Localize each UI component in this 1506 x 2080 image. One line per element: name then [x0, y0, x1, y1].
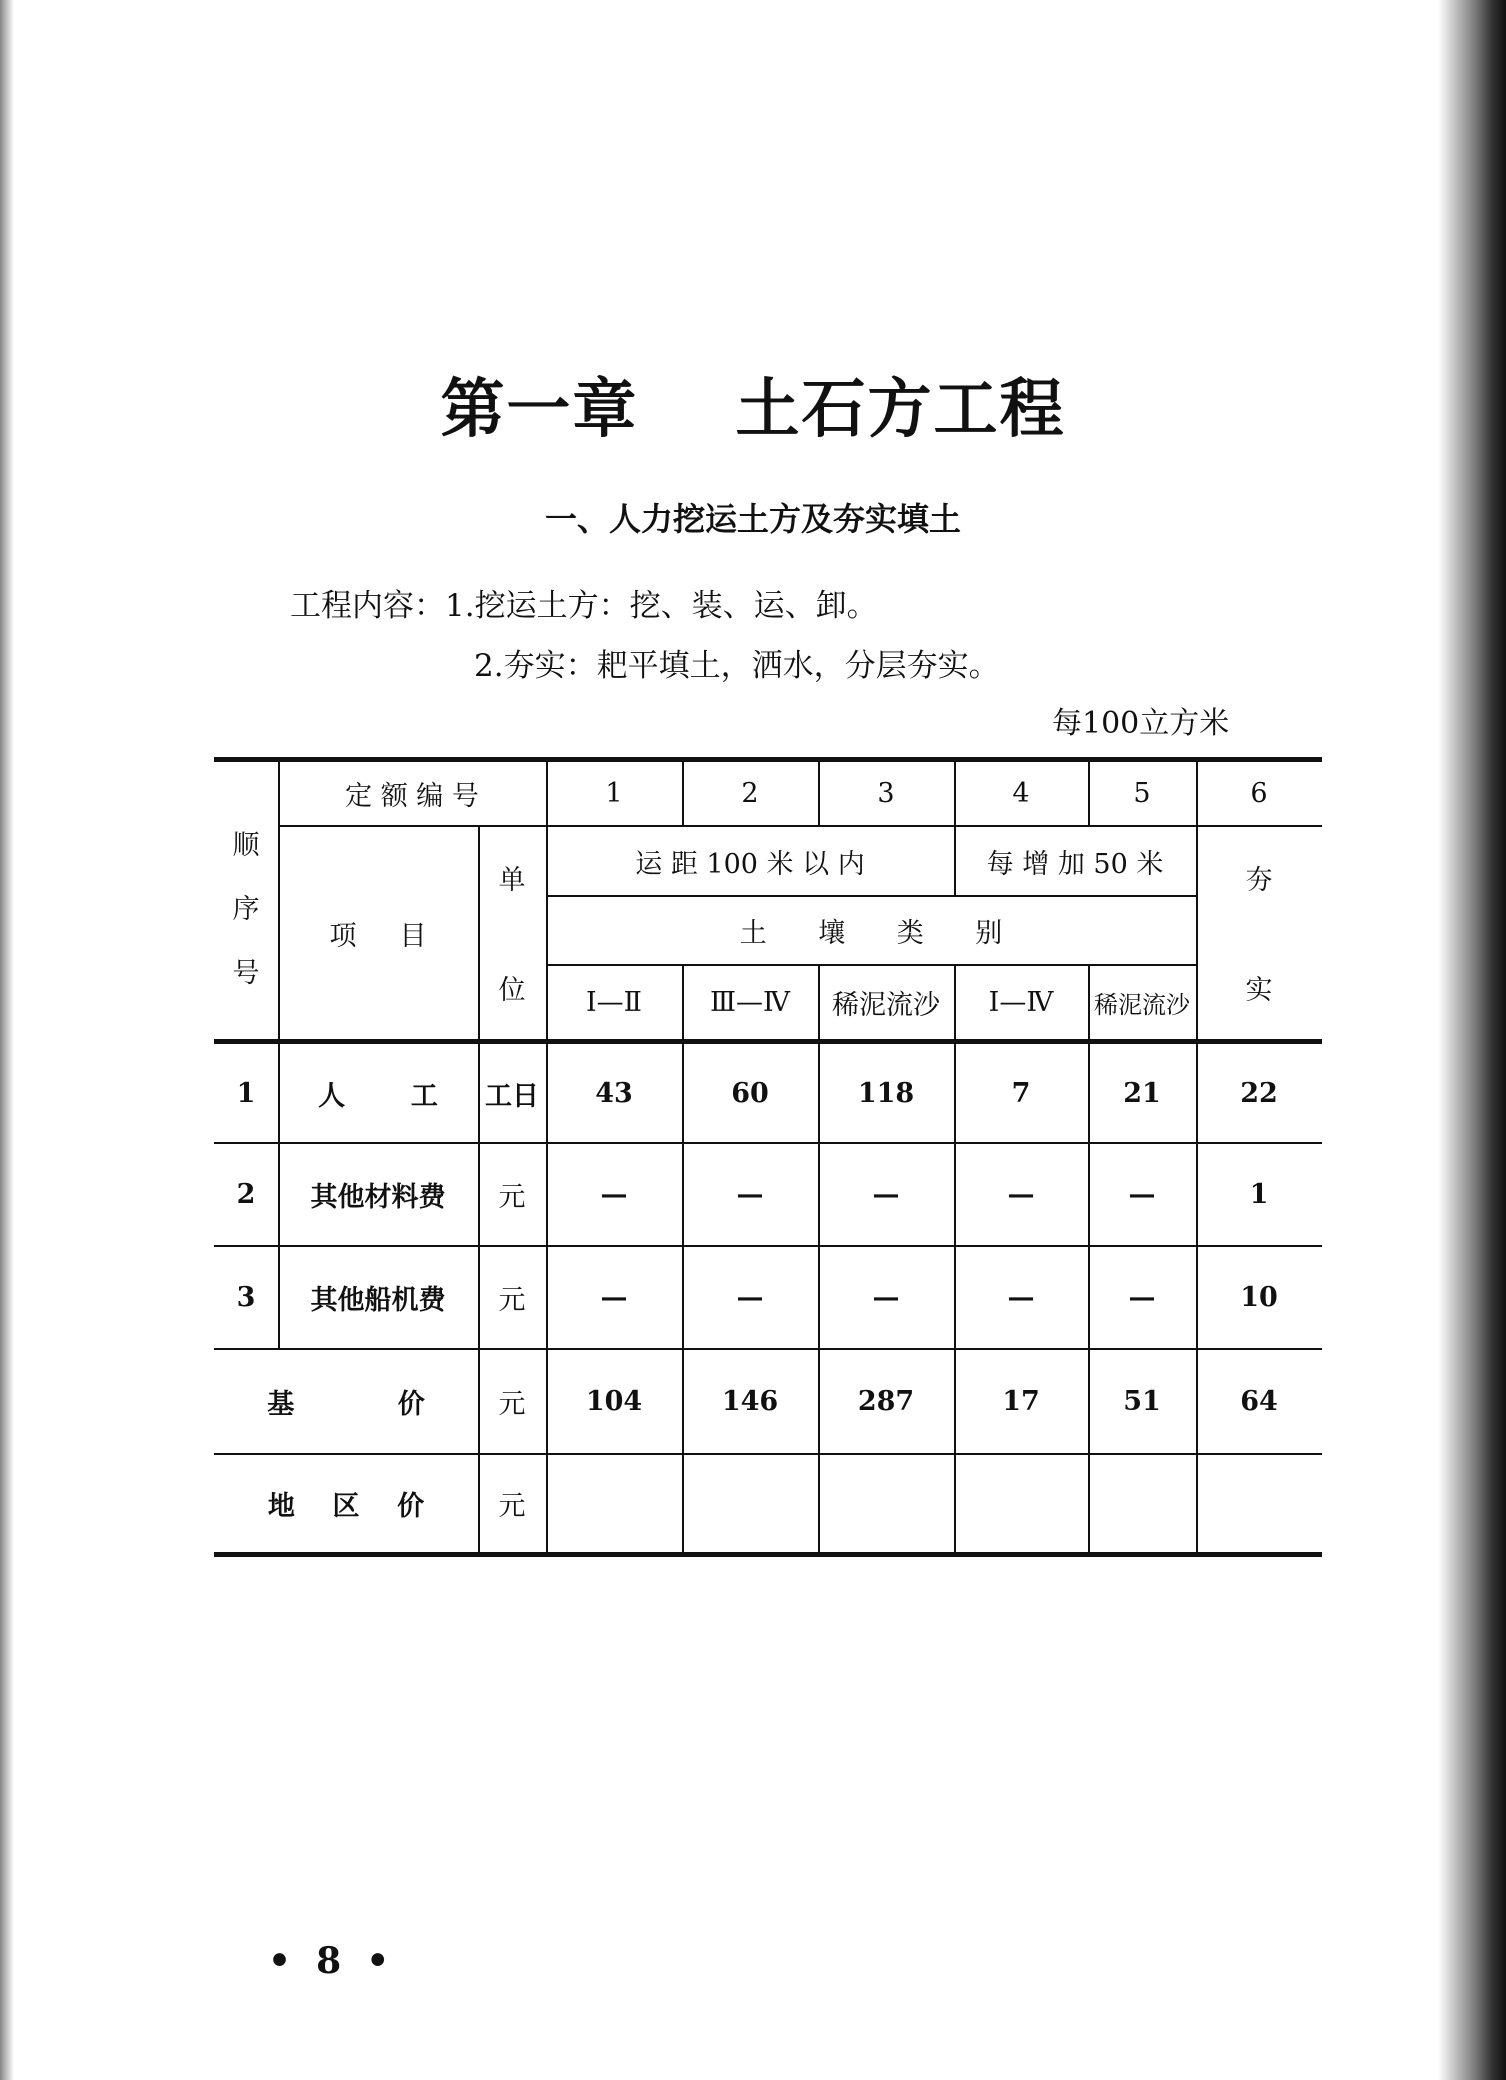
row-value: — [872, 1282, 900, 1313]
row-value: — [736, 1282, 764, 1313]
row-item: 其他船机费 [310, 1285, 446, 1316]
soil-class: 稀泥流沙 [832, 990, 940, 1021]
row-value: 43 [595, 1077, 633, 1109]
quota-number-header: 定 额 编 号 [345, 780, 479, 812]
quota-number: 2 [741, 777, 759, 809]
row-value: 60 [731, 1077, 769, 1109]
soil-category-header: 土 壤 类 别 [739, 918, 1003, 949]
base-price-value: 17 [1002, 1386, 1040, 1417]
quota-number: 5 [1133, 777, 1151, 809]
row-value: — [1007, 1282, 1035, 1313]
seq-header-char: 号 [232, 957, 260, 989]
row-seq: 3 [236, 1282, 256, 1313]
soil-class: Ⅰ—Ⅳ [988, 987, 1054, 1018]
quota-number: 4 [1012, 777, 1030, 809]
chapter-title: 第一章 土石方工程 [440, 373, 1066, 447]
quota-number: 1 [605, 777, 623, 809]
work-content-line-1: 工程内容：1.挖运土方：挖、装、运、卸。 [290, 588, 878, 624]
base-price-unit: 元 [498, 1389, 526, 1420]
compaction-header-char: 夯 [1245, 864, 1273, 896]
seq-header-char: 序 [232, 893, 260, 925]
row-seq: 2 [236, 1179, 256, 1210]
row-value: — [600, 1179, 628, 1210]
row-value: — [736, 1179, 764, 1210]
unit-note: 每100立方米 [1052, 706, 1230, 741]
row-value: — [872, 1179, 900, 1210]
increment-group-header: 每 增 加 50 米 [986, 848, 1164, 880]
row-value: — [600, 1282, 628, 1313]
base-price-value: 287 [857, 1386, 915, 1417]
soil-class: Ⅲ—Ⅳ [709, 987, 790, 1018]
base-price-value: 146 [721, 1386, 779, 1417]
base-price-value: 64 [1240, 1386, 1278, 1417]
quota-number: 3 [877, 777, 895, 809]
regional-price-unit: 元 [498, 1491, 526, 1522]
scan-edge-left [0, 0, 16, 2080]
scan-edge-right [1436, 0, 1506, 2080]
soil-class: Ⅰ—Ⅱ [585, 987, 643, 1018]
row-value: 118 [857, 1077, 915, 1109]
item-header: 项 目 [329, 920, 427, 952]
row-value: — [1007, 1179, 1035, 1210]
row-value: 10 [1240, 1282, 1278, 1313]
unit-header-char: 单 [498, 864, 526, 896]
soil-class: 稀泥流沙 [1094, 991, 1190, 1019]
row-unit: 元 [498, 1182, 526, 1213]
row-unit: 工日 [485, 1080, 539, 1112]
quota-table [214, 757, 1322, 1557]
row-value: 22 [1240, 1077, 1278, 1109]
row-value: 1 [1249, 1179, 1269, 1210]
row-value: — [1128, 1282, 1156, 1313]
page-number: • 8 • [268, 1940, 390, 1982]
unit-header-char: 位 [498, 974, 526, 1006]
row-value: 7 [1011, 1077, 1031, 1109]
work-content-line-2: 2.夯实：耙平填土，洒水，分层夯实。 [474, 648, 1000, 684]
section-title: 一、人力挖运土方及夯实填土 [544, 500, 961, 538]
table-bottom-rule [214, 1552, 1322, 1557]
base-price-label: 基 价 [267, 1389, 425, 1420]
distance-group-header: 运 距 100 米 以 内 [635, 848, 865, 880]
row-unit: 元 [498, 1285, 526, 1316]
row-item: 其他材料费 [310, 1182, 446, 1213]
base-price-value: 104 [585, 1386, 643, 1417]
row-seq: 1 [236, 1077, 256, 1109]
quota-number: 6 [1250, 777, 1268, 809]
base-price-value: 51 [1123, 1386, 1161, 1417]
seq-header-char: 顺 [232, 829, 260, 861]
regional-price-label: 地 区 价 [267, 1491, 425, 1522]
row-value: 21 [1123, 1077, 1161, 1109]
compaction-header-char: 实 [1245, 974, 1273, 1006]
row-item: 人 工 [318, 1080, 438, 1112]
row-value: — [1128, 1179, 1156, 1210]
